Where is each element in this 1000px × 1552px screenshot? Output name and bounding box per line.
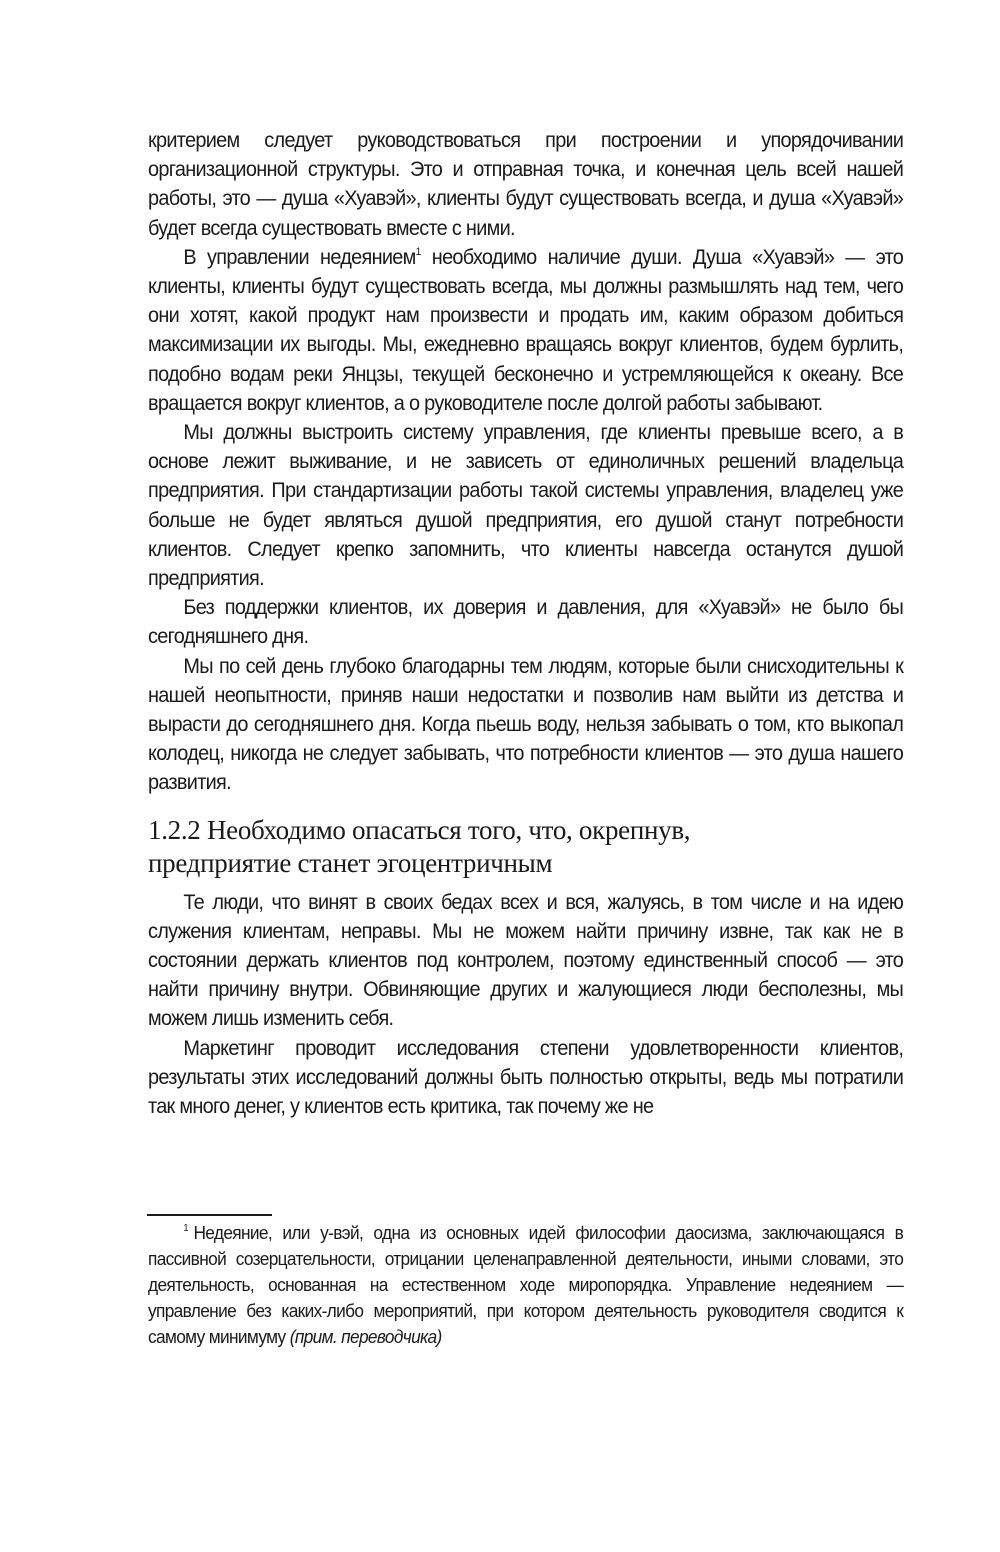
body-text: [148, 126, 903, 798]
paragraph-6: Те люди, что винят в своих бедах всех и вся, жалуясь, в том числе и на идею служения клиентам, неправы. Мы не можем найти причину извне, так как не в состоянии держать клиентов под контролем, поэтому единственный способ — это найти причину внутри. Обвиняющие других и жалующиеся люди бесполезны, мы можем лишь изменить себя.: [148, 889, 904, 1031]
footnote-reference[interactable]: 1: [415, 245, 421, 258]
paragraph-7: Маркетинг проводит исследования степени удовлетворенности клиентов, результаты этих исследований должны быть полностью открыты, ведь мы потратили так много денег, у клиентов есть критика, так почему же не: [148, 1035, 904, 1119]
paragraph-2-start: В управлении недеянием: [183, 244, 416, 269]
paragraph-3: Мы должны выстроить систему управления, где клиенты превыше всего, а в основе лежит выживание, и не зависеть от единоличных решений владельца предприятия. При стандартизации работы такой системы управления, владелец уже больше не будет являться душой предприятия, его душой станут потребности клиентов. Следует крепко запомнить, что клиенты навсегда останутся душой предприятия.: [148, 420, 904, 591]
paragraph-2-rest: необходимо наличие души. Душа «Хуавэй» — это клиенты, клиенты будут существовать всегда, мы должны размышлять над тем, чего они хотят, какой продукт нам произвести и продать им, каким образом добиться максимизации их выгоды. Мы, ежедневно вращаясь вокруг клиентов, будем бурлить, подобно водам реки Янцзы, текущей бесконечно и устремляющейся к океану. Все вращается вокруг клиентов, а о руководителе после долгой работы забывают.: [148, 244, 904, 415]
paragraph-4: Без поддержки клиентов, их доверия и давления, для «Хуавэй» не было бы сегодняшнего дня.: [148, 595, 904, 649]
footnote: [148, 1220, 903, 1350]
paragraph-5: Мы по сей день глубоко благодарны тем людям, которые были снисходительны к нашей неопытности, приняв наши недостатки и позволив нам выйти из детства и вырасти до сегодняшнего дня. Когда пьешь воду, нельзя забывать о том, кто выкопал колодец, никогда не следует забывать, что потребности клиентов — это душа нашего развития.: [148, 653, 904, 795]
footnote-text: [148, 1220, 903, 1350]
body-text-after-heading: [148, 888, 903, 1122]
footnote-marker: 1: [183, 1223, 188, 1234]
paragraph-1: критерием следует руководствоваться при построении и упорядочивании организационной структуры. Это и отправная точка, и конечная цель всей нашей работы, это — душа «Хуавэй», клиенты будут существовать всегда, и душа «Хуавэй» будет всегда существовать вместе с ними.: [148, 128, 904, 240]
page-body: [148, 126, 903, 1121]
footnote-divider: [147, 1214, 272, 1216]
translator-note: (прим. переводчика): [289, 1326, 442, 1347]
section-heading: 1.2.2 Необходимо опасаться того, что, окрепнув, предприятие станет эгоцентричным: [148, 814, 691, 878]
paragraph-2: [148, 243, 903, 418]
footnote-body: Недеяние, или у-вэй, одна из основных идей философии даосизма, заключающаяся в пассивной созерцательности, отрицании целенаправленной деятельности, иными словами, это деятельность, основанная на естественном ходе миропорядка. Управление недеянием — управление без каких-либо мероприятий, при котором деятельность руководителя сводится к самому минимуму: [148, 1222, 904, 1347]
